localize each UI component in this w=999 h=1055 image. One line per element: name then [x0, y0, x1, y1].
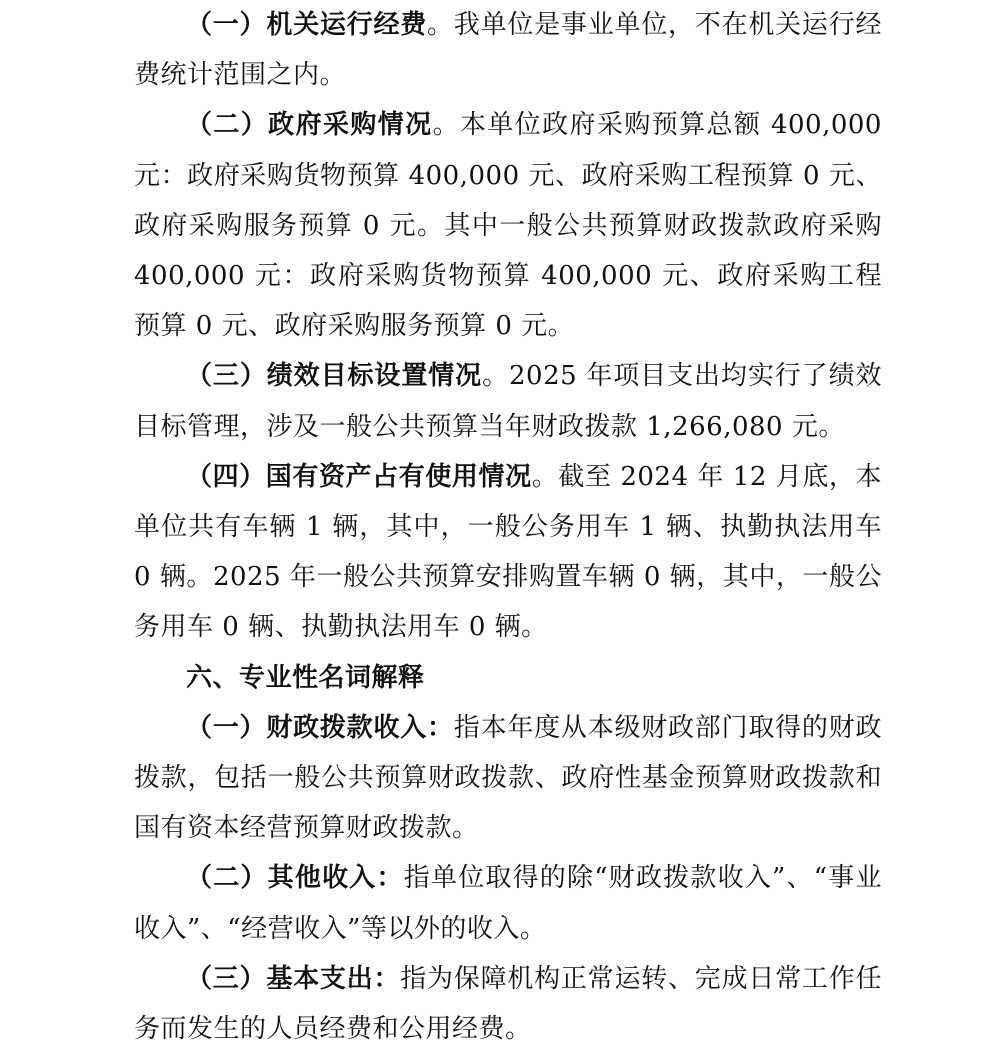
definition-other-income [134, 853, 882, 953]
paragraph-operating-funds [134, 0, 882, 100]
paragraph-performance-targets [134, 351, 882, 451]
paragraph-lead: （二）政府采购情况 [186, 110, 433, 141]
paragraph-body: 。我单位是事业单位，不在机关运行经费统计范围之内。 [134, 10, 882, 91]
document-page [134, 0, 882, 1054]
definition-body: 指为保障机构正常运转、完成日常工作任务而发生的人员经费和公用经费。 [134, 963, 882, 1045]
definition-term: （三）基本支出： [186, 963, 401, 994]
paragraph-government-procurement [134, 100, 882, 351]
definition-body: 指单位取得的除“财政拨款收入”、“事业收入”、“经营收入”等以外的收入。 [134, 863, 882, 944]
definition-term: （二）其他收入： [186, 863, 404, 894]
paragraph-lead: （一）机关运行经费 [186, 10, 428, 40]
definition-term: （一）财政拨款收入： [186, 712, 454, 743]
paragraph-lead: （四）国有资产占有使用情况 [186, 461, 532, 492]
paragraph-body: 。本单位政府采购预算总额 400,000 元：政府采购货物预算 400,000 元、政府采购工程预算 0 元、政府采购服务预算 0 元。其中一般公共预算财政拨款政府采购 400,000 元：政府采购货物预算 400,000 元、政府采购工程预算 0 元、政府采购服务预算 0 元。 [134, 110, 882, 342]
paragraph-body: 。2025 年项目支出均实行了绩效目标管理，涉及一般公共预算当年财政拨款 1,266,080 元。 [134, 361, 882, 442]
definition-body: 指本年度从本级财政部门取得的财政拨款，包括一般公共预算财政拨款、政府性基金预算财政拨款和国有资本经营预算财政拨款。 [134, 712, 882, 844]
definition-basic-expenditure [134, 954, 882, 1054]
paragraph-body: 。截至 2024 年 12 月底，本单位共有车辆 1 辆，其中，一般公务用车 1 辆、执勤执法用车 0 辆。2025 年一般公共预算安排购置车辆 0 辆，其中，一般公务用车 0 辆、执勤执法用车 0 辆。 [134, 461, 882, 643]
section-heading: 六、专业性名词解释 [186, 662, 425, 693]
paragraph-lead: （三）绩效目标设置情况 [186, 361, 483, 392]
definition-fiscal-appropriation-income [134, 703, 882, 854]
paragraph-state-assets [134, 452, 882, 653]
